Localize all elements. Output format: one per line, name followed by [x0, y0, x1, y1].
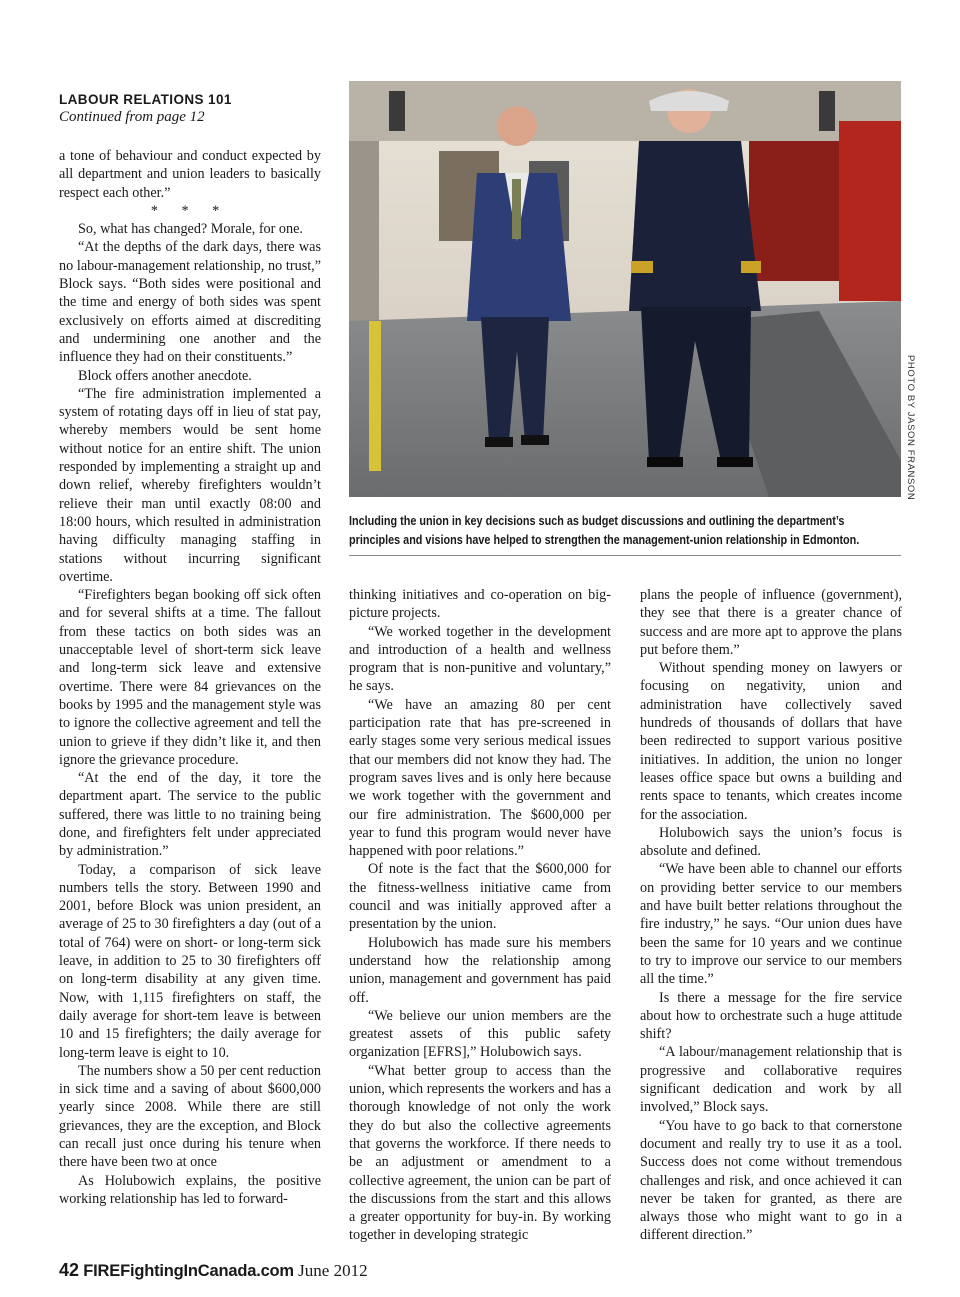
paragraph: Today, a comparison of sick leave numbers tells the story. Between 1990 and 2001, before Block was union president, an average of 25 to 30 firefighters a day (out of a total of 764) were on short- or long-term sick leave, in addition to 25 to 30 firefighters off on long-term disability at any given time. Now, with 1,115 firefighters on staff, the daily average for short-tem leave is between 10 and 15 firefighters; the daily average for long-term leave is eight to 10. [59, 861, 321, 1061]
paragraph: “We worked together in the development and introduction of a health and wellness program that is non-punitive and voluntary,” he says. [349, 623, 611, 695]
paragraph: Holubowich has made sure his members understand how the relationship among union, management and government has paid off. [349, 934, 611, 1006]
issue-date: June 2012 [298, 1261, 368, 1280]
man-head [497, 106, 537, 146]
site-name: FIREFightingInCanada.com [83, 1262, 294, 1280]
photo-credit-text: PHOTO BY JASON FRANSON [905, 355, 916, 501]
paragraph: Block offers another anecdote. [78, 367, 252, 384]
article-column-2 [349, 586, 611, 1245]
page-footer [59, 1260, 368, 1281]
photo-caption [349, 512, 860, 550]
caption-line: Including the union in key decisions such as budget discussions and outlining the department’s [349, 514, 845, 528]
paragraph: a tone of behaviour and conduct expected by all department and union leaders to basically respect each other.” [59, 148, 321, 201]
paragraph: thinking initiatives and co-operation on big-picture projects. [349, 587, 611, 622]
paragraph: As Holubowich explains, the positive working relationship has led to forward- [59, 1172, 321, 1207]
paragraph: “You have to go back to that cornerstone document and really try to use it as a tool. Success does not come without tremendous challenges and risk, and once achieved it can never be taken for granted, as there are always those who might want to go in a different direction.” [640, 1117, 902, 1244]
photo-illustration [349, 81, 901, 497]
paragraph: So, what has changed? Morale, for one. [78, 221, 303, 238]
paragraph: “What better group to access than the union, which represents the workers and has a thorough knowledge of not only the work they do but also the collective agreements that governs the workforce. If there needs to be an adjustment or amendment to a collective agreement, the union can be part of the discussions from the start and this allows a greater opportunity for buy-in. By working together in developing strategic [349, 1062, 611, 1244]
paragraph: “Firefighters began booking off sick often and for several shifts at a time. The fallout from these tactics on both sides was an unacceptable level of short-term sick leave and long-term sick leave and extensive overtime. There were 84 grievances on the books by 1995 and the management style was to ignore the collective agreement and tell the union to grieve if they didn’t like it, and then ignore the grievance procedure. [59, 587, 321, 768]
paragraph: “The fire administration implemented a system of rotating days off in lieu of stat pay, whereby members would be sent home without notice for an entire shift. The union responded by implementing a straight up and down relief, whereby firefighters wouldn’t relieve their man until exactly 08:00 and 18:00 hours, which resulted in administration having difficulty managing staffing in stations without incurring significant overtime. [59, 385, 321, 585]
paragraph: Is there a message for the fire service about how to orchestrate such a huge attitude shift? [640, 989, 902, 1043]
paragraph: “At the end of the day, it tore the department apart. The service to the public suffered, there was little to no training being done, and firefighters felt under appreciated by administration.” [59, 770, 321, 860]
paragraph: “We have an amazing 80 per cent participation rate that has pre-screened in early stages some very serious medical issues that our members did not know they had. The program saves lives and is only here because we work together with the government and our fire administration. The $600,000 per year to fund this program would never have happened with poor relations.” [349, 696, 611, 860]
article-photo [349, 81, 901, 497]
paragraph: The numbers show a 50 per cent reduction in sick time and a saving of about $600,000 yearly since 2008. While there are still grievances, they are the exception, and Block can recall just once during his tenure when there have been two at once [59, 1062, 321, 1171]
article-column-1 [59, 147, 321, 1208]
paragraph: plans the people of influence (government), they see that there is a greater chance of success and are more apt to approve the plans put before them.” [640, 587, 902, 658]
paragraph: “We have been able to channel our efforts on providing better service to our members and have built better relations throughout the fire industry,” he says. “Our union dues have been the same for 10 years and we continue to try to improve our service to our members all the time.” [640, 861, 902, 988]
continued-line: Continued from page 12 [59, 109, 205, 125]
caption-line: principles and visions have helped to strengthen the management-union relationship in Edmonton. [349, 533, 860, 547]
paragraph: Without spending money on lawyers or focusing on negativity, union and administration have collectively saved hundreds of thousands of dollars that have been redirected to support various positive initiatives. In addition, the union no longer leases office space but owns a building and rents space to tenants, which creates income for the association. [640, 660, 902, 823]
photo-credit [901, 355, 919, 501]
caption-rule [349, 555, 901, 556]
section-kicker: LABOUR RELATIONS 101 [59, 92, 232, 107]
page-number: 42 [59, 1260, 80, 1280]
paragraph: “At the depths of the dark days, there was no labour-management relationship, no trust,” Block says. “Both sides were positional and the time and energy of both sides was spent exclusively on efforts aimed at discrediting and undermining one another and the influence they had on their constituents.” [59, 239, 321, 366]
paragraph: Holubowich says the union’s focus is absolute and defined. [640, 824, 902, 860]
section-break: * * * [150, 202, 230, 219]
article-column-3 [640, 586, 902, 1245]
paragraph: “A labour/management relationship that is progressive and collaborative requires significant dedication and work by all involved,” Block says. [640, 1044, 902, 1116]
paragraph: Of note is the fact that the $600,000 for the fitness-wellness initiative came from council and was initially approved after a presentation by the union. [349, 861, 611, 933]
paragraph: “We believe our union members are the greatest assets of this public safety organization [EFRS],” Holubowich says. [349, 1007, 611, 1061]
